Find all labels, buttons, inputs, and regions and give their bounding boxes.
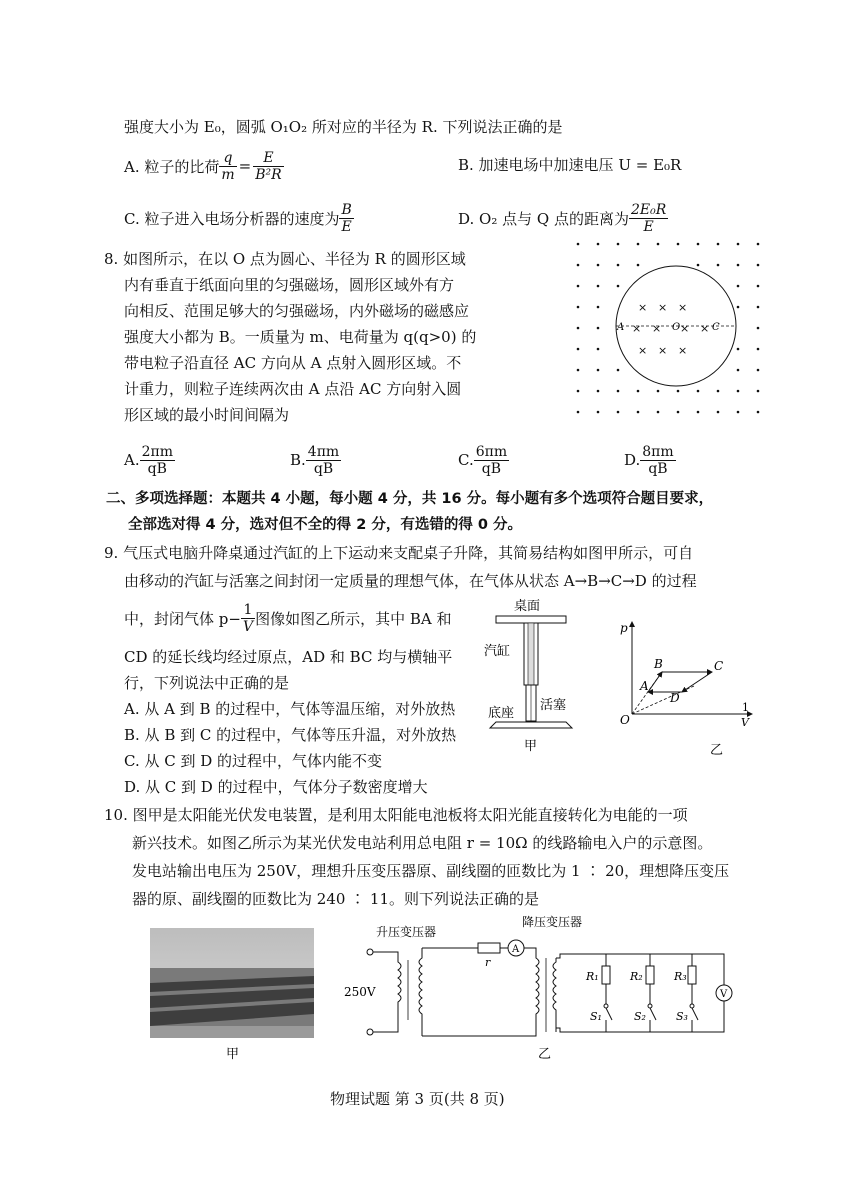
switch-s1: S₁ — [590, 1010, 602, 1023]
field-dot — [737, 264, 740, 267]
q8-stem: 8. 如图所示，在以 O 点为圆心、半径为 R 的圆形区域 内有垂直于纸面向里的匀强磁场，圆形区域外有方 向相反、范围足够大的匀强磁场，内外磁场的磁感应 强度大小都为 B。一质量为 m、电荷量为 q(q>0) 的 带电粒子沿直径 AC 方向从 A 点射入圆形区域。不 计重力，则粒子连续两次由 A 点沿 AC 方向射入圆 形区域的最小时间间隔为 — [104, 250, 477, 424]
svg-text:×: × — [658, 301, 668, 314]
piston-label: 活塞 — [540, 698, 567, 713]
svg-text:×: × — [632, 322, 642, 335]
point-d: D — [670, 691, 680, 705]
q9-option-d: D. 从 C 到 D 的过程中，气体分子数密度增大 — [124, 778, 428, 796]
field-dot — [737, 285, 740, 288]
switch-s3: S₃ — [676, 1010, 688, 1023]
field-dot — [597, 243, 600, 246]
field-dot — [697, 243, 700, 246]
field-dot — [597, 264, 600, 267]
field-dot — [697, 264, 700, 267]
q8-options — [124, 440, 724, 480]
field-dot — [617, 411, 620, 414]
field-dot — [717, 264, 720, 267]
field-dot — [757, 285, 760, 288]
svg-text:×: × — [700, 322, 710, 335]
q10-line1: 10. 图甲是太阳能光伏发电装置，是利用太阳能电池板将太阳光能直接转化为电能的一项 — [104, 806, 688, 824]
field-dot — [617, 264, 620, 267]
field-dot — [597, 348, 600, 351]
field-dot — [637, 411, 640, 414]
q7-option-a: A. 粒子的比荷 $\frac{q}{m}$ = $\frac{E}{\text{B²R}}$ — [124, 149, 282, 183]
q9-line2: 由移动的汽缸与活塞之间封闭一定质量的理想气体，在气体从状态 A→B→C→D 的过程 — [124, 572, 697, 590]
field-dot — [657, 411, 660, 414]
field-dot — [597, 327, 600, 330]
page-footer: 物理试题 第 3 页(共 8 页) — [330, 1090, 505, 1108]
q8-option-c: C. $\frac{6\pi m}{qB}$ — [458, 443, 508, 477]
q10-line2: 新兴技术。如图乙所示为某光伏发电站利用总电阻 r = 10Ω 的线路输电入户的示意图。 — [132, 834, 713, 852]
point-a: A — [640, 679, 649, 693]
resistor-r2: R₂ — [630, 970, 643, 983]
q9-line5: 行，下列说法中正确的是 — [124, 674, 290, 692]
svg-text:×: × — [658, 344, 668, 357]
ammeter: A — [512, 944, 520, 955]
resistor-r3: R₃ — [674, 970, 687, 983]
field-dot — [717, 243, 720, 246]
field-dot — [697, 390, 700, 393]
field-dot — [597, 411, 600, 414]
section-heading: 二、多项选择题：本题共 4 小题，每小题 4 分，共 16 分。每小题有多个选项符合题目要求， — [106, 491, 714, 507]
q7-option-b: B. 加速电场中加速电压 U = E₀R — [458, 156, 682, 174]
q8-option-b: B. $\frac{4\pi m}{qB}$ — [290, 443, 340, 477]
label-c: C — [712, 322, 720, 333]
field-dot — [737, 390, 740, 393]
q9-option-c: C. 从 C 到 D 的过程中，气体内能不变 — [124, 752, 383, 770]
q10-line3: 发电站输出电压为 250V，理想升压变压器原、副线圈的匝数比为 1 ∶ 20，理想降压变压 — [132, 862, 730, 880]
field-dot — [677, 411, 680, 414]
field-dot — [577, 348, 580, 351]
svg-text:×: × — [652, 322, 662, 335]
q9-line1: 9. 气压式电脑升降桌通过汽缸的上下运动来支配桌子升降，其简易结构如图甲所示，可自 — [104, 544, 694, 562]
field-dot — [737, 348, 740, 351]
field-dot — [577, 306, 580, 309]
field-dot — [637, 390, 640, 393]
q7-continued-line: 强度大小为 E₀，圆弧 O₁O₂ 所对应的半径为 R. 下列说法正确的是 — [124, 118, 563, 136]
voltmeter: V — [720, 989, 728, 1000]
field-dot — [637, 264, 640, 267]
q9-option-a: A. 从 A 到 B 的过程中，气体等温压缩，对外放热 — [124, 700, 456, 718]
transmission-circuit — [340, 914, 740, 1064]
field-dot — [597, 369, 600, 372]
fraction: $\frac{q}{m}$ — [221, 149, 235, 183]
svg-text:×: × — [638, 344, 648, 357]
source-voltage: 250V — [344, 985, 376, 999]
step-down-label: 降压变压器 — [522, 915, 583, 929]
q9-line4: CD 的延长线均经过原点，AD 和 BC 均与横轴平 — [124, 648, 453, 666]
q9-options — [124, 696, 456, 800]
q8-option-a: A. $\frac{2\pi m}{qB}$ — [124, 443, 173, 477]
field-dot — [597, 390, 600, 393]
p-inverse-v-graph — [612, 614, 762, 764]
field-dot — [757, 369, 760, 372]
field-dot — [577, 264, 580, 267]
point-c: C — [714, 659, 724, 673]
q7-option-c: C. 粒子进入电场分析器的速度为 $\frac{B}{E}$ — [124, 201, 352, 235]
field-dot — [577, 285, 580, 288]
lift-desk-figure — [478, 596, 588, 756]
step-up-label: 升压变压器 — [376, 925, 437, 939]
point-b: B — [654, 657, 663, 671]
section-heading-line2: 全部选对得 4 分，选对但不全的得 2 分，有选错的得 0 分。 — [128, 517, 523, 533]
q9-line3: 中，封闭气体 p− $\frac{1}{V}$ 图像如图乙所示，其中 BA 和 — [124, 601, 452, 635]
figure-caption: 甲 — [524, 739, 538, 754]
field-dot — [737, 306, 740, 309]
field-dot — [757, 411, 760, 414]
svg-text:×: × — [678, 344, 688, 357]
x-axis-num: 1 — [742, 701, 749, 714]
field-dot — [757, 243, 760, 246]
field-dot — [717, 390, 720, 393]
field-dot — [657, 390, 660, 393]
field-dot — [617, 285, 620, 288]
q10-line4: 器的原、副线圈的匝数比为 240 ∶ 11。则下列说法正确的是 — [132, 890, 540, 908]
field-dot — [597, 306, 600, 309]
field-dot — [577, 243, 580, 246]
svg-text:×: × — [638, 301, 648, 314]
field-dot — [757, 390, 760, 393]
x-axis-den: V — [741, 716, 749, 729]
field-dot — [677, 390, 680, 393]
field-dot — [677, 243, 680, 246]
field-dot — [617, 390, 620, 393]
magnetic-field-figure — [570, 234, 780, 434]
field-dot — [657, 243, 660, 246]
field-dot — [757, 306, 760, 309]
field-dot — [597, 285, 600, 288]
q7-option-d: D. O₂ 点与 Q 点的距离为 $\frac{\text{2E₀R}}{E}$ — [458, 201, 667, 235]
base-label: 底座 — [488, 706, 515, 721]
field-dot — [577, 327, 580, 330]
switch-s2: S₂ — [634, 1010, 646, 1023]
field-dot — [737, 411, 740, 414]
figure-caption: 乙 — [538, 1047, 552, 1062]
label-o: O — [672, 322, 681, 333]
field-dot — [577, 369, 580, 372]
q9-option-b: B. 从 B 到 C 的过程中，气体等压升温，对外放热 — [124, 726, 457, 744]
field-dot — [697, 411, 700, 414]
field-dot — [577, 411, 580, 414]
desk-label: 桌面 — [514, 599, 541, 614]
p-axis-label: p — [620, 621, 628, 635]
figure-caption: 甲 — [226, 1047, 240, 1062]
field-dot — [617, 243, 620, 246]
fraction: $\frac{E}{\text{B²R}}$ — [255, 149, 282, 183]
field-dot — [737, 369, 740, 372]
field-dot — [717, 411, 720, 414]
figure-caption: 乙 — [710, 743, 724, 758]
field-dot — [757, 348, 760, 351]
svg-text:×: × — [680, 322, 690, 335]
field-dot — [637, 243, 640, 246]
label-a: A — [617, 322, 625, 333]
line-resistance: r — [485, 956, 491, 969]
origin-label: O — [620, 713, 630, 727]
svg-text:×: × — [678, 301, 688, 314]
field-dot — [617, 369, 620, 372]
field-dot — [577, 390, 580, 393]
field-dot — [757, 327, 760, 330]
field-dot — [757, 264, 760, 267]
resistor-r1: R₁ — [586, 970, 599, 983]
field-dot — [737, 243, 740, 246]
q8-option-d: D. $\frac{8\pi m}{qB}$ — [624, 443, 674, 477]
solar-panel-photo — [150, 928, 314, 1064]
cylinder-label: 汽缸 — [484, 644, 511, 659]
